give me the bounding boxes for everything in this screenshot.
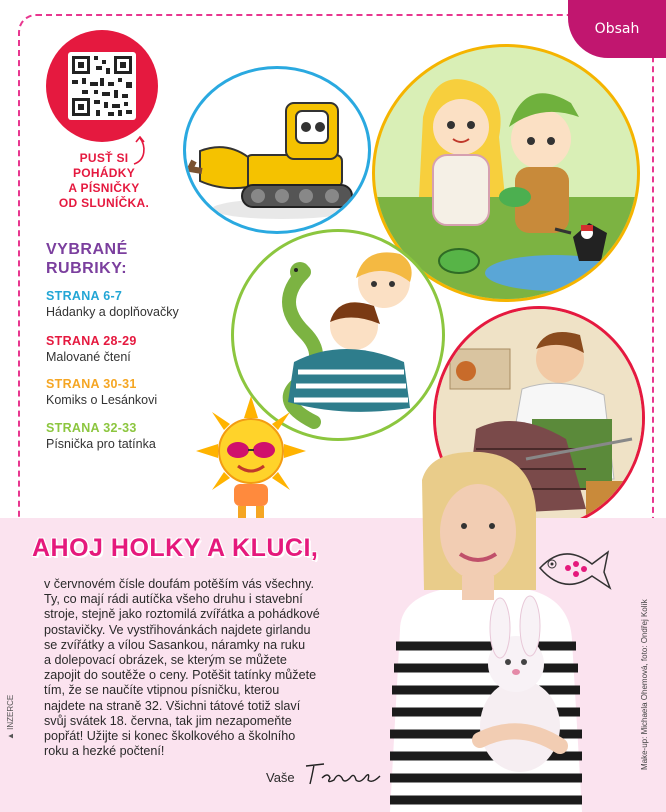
rubric-item[interactable] xyxy=(46,288,179,321)
editorial-line: v červnovém čísle doufám potěším vás všechny. xyxy=(44,577,314,591)
rubric-page: STRANA 30-31 xyxy=(46,377,137,391)
qr-caption-line: A PÍSNIČKY xyxy=(68,181,140,195)
rubric-name: Písnička pro tatínka xyxy=(46,437,156,451)
rubric-page: STRANA 28-29 xyxy=(46,334,137,348)
qr-caption xyxy=(44,151,164,211)
editorial-line: popřát! Užijte si konec školkového a školního xyxy=(44,729,296,744)
sign-off: Vaše xyxy=(266,770,295,785)
rubric-page: STRANA 6-7 xyxy=(46,289,123,303)
photo-credit: Make-up: Michaela Ohemová, foto: Ondřej Kolík xyxy=(640,599,649,770)
rubric-page: STRANA 32-33 xyxy=(46,421,137,435)
editorial-text xyxy=(44,577,370,759)
editorial-line: najdete na straně 32. Všichni tátové totiž slaví xyxy=(44,698,301,713)
qr-caption-line: PUSŤ SI xyxy=(79,151,129,165)
rubrics-title-line: RUBRIKY: xyxy=(46,260,128,277)
rubric-item[interactable] xyxy=(46,376,157,409)
bulldozer-illustration[interactable] xyxy=(183,66,371,234)
editorial-line: tím, že se naučíte vtipnou písničku, kterou xyxy=(44,683,280,698)
qr-code xyxy=(68,52,136,120)
qr-caption-line: OD SLUNÍČKA. xyxy=(58,196,150,210)
rubric-name: Komiks o Lesánkovi xyxy=(46,393,158,407)
qr-caption-line: POHÁDKY xyxy=(72,166,136,180)
editorial-line: stroje, stejně jako roztomilá zvířátka a pohádkové xyxy=(44,607,320,622)
rubric-name: Malované čtení xyxy=(46,350,131,364)
editorial-line: roku a hezké počtení! xyxy=(44,744,165,759)
rubric-item[interactable] xyxy=(46,333,137,366)
rubric-name: Hádanky a doplňovačky xyxy=(46,305,179,319)
editorial-line: Ty, co mají rádi autíčka všeho druhu i stavební xyxy=(44,592,303,607)
rubric-item[interactable] xyxy=(46,420,156,453)
rubrics-title xyxy=(46,240,128,278)
rubrics-title-line: VYBRANÉ xyxy=(46,241,128,258)
qr-code-badge[interactable] xyxy=(46,30,158,142)
editor-photo xyxy=(360,450,610,812)
handwritten-signature xyxy=(300,758,384,788)
editorial-line: se zvířátky a vílou Sasankou, náramky na ruku xyxy=(44,637,306,652)
editorial-line: postavičky. Ve vystřihovánkách najdete girlandu xyxy=(44,622,311,637)
editorial-line: svůj svátek 18. června, tak jim nezapomeňte xyxy=(44,713,292,728)
advert-label: ▲ INZERCE xyxy=(6,694,15,740)
sun-character-illustration xyxy=(196,396,306,532)
editorial-line: a dolepovací obrázek, se kterým se můžete xyxy=(44,653,287,668)
tab-label: Obsah xyxy=(594,21,640,37)
tab-contents[interactable] xyxy=(568,0,666,58)
editorial-line: zapojit do soutěže o ceny. Potěšit tatínky můžete xyxy=(44,668,317,683)
fish-doodle-icon xyxy=(530,538,614,600)
greeting-heading: AHOJ HOLKY A KLUCI, xyxy=(32,534,319,562)
